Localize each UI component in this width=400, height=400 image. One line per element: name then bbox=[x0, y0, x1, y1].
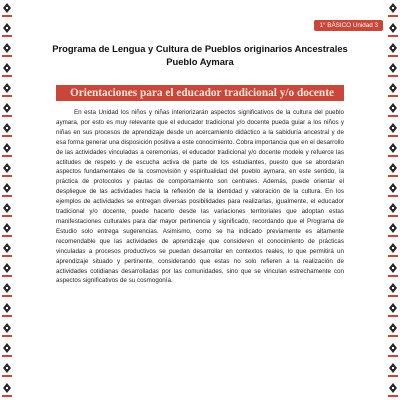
decorative-border-right bbox=[386, 0, 400, 400]
border-bar bbox=[2, 155, 12, 157]
border-bar bbox=[388, 35, 398, 37]
border-dot bbox=[6, 147, 8, 149]
border-bar bbox=[2, 255, 12, 257]
body-paragraph: En esta Unidad los niños y niñas interiorizarán aspectos significativos de la cultura del pueblo aymara, por esto es muy relevante que el educador tradicional y/o docente pueda guiar a los niños y niñas en sus procesos de aprendizaje desde un acercamiento didáctico a la sabiduría ancestral y de esa forma generar una disposición positiva a este conocimiento. Cobra importancia que en el desarrollo de las actividades vinculadas a ceremonias, el educador tradicional y/o docente modele y refuerce las actitudes de respeto y de escucha activa de parte de los estudiantes, puesto que se abordarán aspectos fundamentales de la cosmovisión y espiritualidad del pueblo aymara, en este sentido, la práctica de protocolos y pautas de comportamiento son centrales. Además, puede orientar el despliegue de las actividades hacia la reflexión de la identidad y valoración de la cultura. En los ejemplos de actividades se entregan diversas posibilidades para realizarlas, igualmente, el educador tradicional y/o docente, puede hacerlo desde las variaciones territoriales que adoptan estas manifestaciones culturales para dar mayor pertinencia y significado, recordando que el Programa de Estudio solo entrega sugerencias. Asimismo, como se ha indicado previamente es altamente recomendable que las actividades de aprendizaje que consideren el conocimiento de prácticas vinculadas a procesos productivos se puedan desarrollar en contextos reales, lo que permitirá un aprendizaje situado y pertinente, considerando que estas no solo refieren a la realización de actividades cotidianas desarrolladas por las comunidades, sino que se vinculan estrechamente con aspectos significativos de su cosmogonía. bbox=[56, 109, 344, 285]
border-bar bbox=[388, 215, 398, 217]
border-dot bbox=[6, 47, 8, 49]
border-dot bbox=[392, 387, 394, 389]
border-dot bbox=[392, 267, 394, 269]
border-bar bbox=[388, 115, 398, 117]
border-dot bbox=[392, 207, 394, 209]
border-dot bbox=[392, 367, 394, 369]
border-dot bbox=[392, 227, 394, 229]
border-dot bbox=[392, 127, 394, 129]
border-dot bbox=[6, 367, 8, 369]
border-dot bbox=[392, 247, 394, 249]
border-bar bbox=[388, 375, 398, 377]
border-bar bbox=[388, 395, 398, 397]
border-bar bbox=[388, 75, 398, 77]
border-bar bbox=[2, 195, 12, 197]
border-dot bbox=[6, 327, 8, 329]
border-bar bbox=[2, 215, 12, 217]
program-title: Programa de Lengua y Cultura de Pueblos originarios Ancestrales bbox=[52, 43, 348, 54]
section-title: Orientaciones para el educador tradicional y/o docente bbox=[56, 85, 344, 101]
border-dot bbox=[392, 47, 394, 49]
border-dot bbox=[392, 167, 394, 169]
border-dot bbox=[392, 87, 394, 89]
border-bar bbox=[388, 15, 398, 17]
border-bar bbox=[388, 135, 398, 137]
border-bar bbox=[388, 235, 398, 237]
grade-unit-badge: 1° BÁSICO Unidad 3 bbox=[314, 20, 383, 31]
border-dot bbox=[6, 287, 8, 289]
border-dot bbox=[392, 27, 394, 29]
border-bar bbox=[388, 335, 398, 337]
border-bar bbox=[2, 395, 12, 397]
border-bar bbox=[2, 375, 12, 377]
border-bar bbox=[388, 95, 398, 97]
border-dot bbox=[6, 307, 8, 309]
border-bar bbox=[2, 275, 12, 277]
border-dot bbox=[392, 307, 394, 309]
border-dot bbox=[392, 147, 394, 149]
border-bar bbox=[388, 355, 398, 357]
border-bar bbox=[388, 55, 398, 57]
border-bar bbox=[2, 115, 12, 117]
border-dot bbox=[392, 287, 394, 289]
border-dot bbox=[6, 167, 8, 169]
border-dot bbox=[6, 67, 8, 69]
border-bar bbox=[2, 55, 12, 57]
border-bar bbox=[388, 195, 398, 197]
border-dot bbox=[6, 347, 8, 349]
border-dot bbox=[392, 347, 394, 349]
page-header bbox=[20, 42, 380, 68]
border-bar bbox=[2, 355, 12, 357]
border-dot bbox=[6, 227, 8, 229]
border-bar bbox=[388, 155, 398, 157]
border-dot bbox=[6, 7, 8, 9]
border-dot bbox=[392, 107, 394, 109]
border-pattern-icon bbox=[0, 0, 14, 400]
border-dot bbox=[6, 27, 8, 29]
border-dot bbox=[6, 187, 8, 189]
border-bar bbox=[2, 335, 12, 337]
border-bar bbox=[388, 175, 398, 177]
border-dot bbox=[6, 207, 8, 209]
border-dot bbox=[6, 87, 8, 89]
border-dot bbox=[6, 387, 8, 389]
decorative-border-left bbox=[0, 0, 14, 400]
border-dot bbox=[392, 187, 394, 189]
border-dot bbox=[392, 327, 394, 329]
border-dot bbox=[6, 127, 8, 129]
border-dot bbox=[6, 247, 8, 249]
border-bar bbox=[2, 35, 12, 37]
border-dot bbox=[392, 7, 394, 9]
border-dot bbox=[6, 267, 8, 269]
border-bar bbox=[388, 255, 398, 257]
border-pattern-icon bbox=[386, 0, 400, 400]
border-dot bbox=[392, 67, 394, 69]
border-bar bbox=[2, 315, 12, 317]
border-bar bbox=[388, 275, 398, 277]
border-bar bbox=[2, 135, 12, 137]
border-bar bbox=[388, 315, 398, 317]
border-bar bbox=[2, 75, 12, 77]
people-subtitle: Pueblo Aymara bbox=[166, 56, 234, 67]
border-bar bbox=[2, 235, 12, 237]
border-bar bbox=[388, 295, 398, 297]
border-dot bbox=[6, 107, 8, 109]
border-bar bbox=[2, 95, 12, 97]
border-bar bbox=[2, 175, 12, 177]
border-bar bbox=[2, 295, 12, 297]
border-bar bbox=[2, 15, 12, 17]
